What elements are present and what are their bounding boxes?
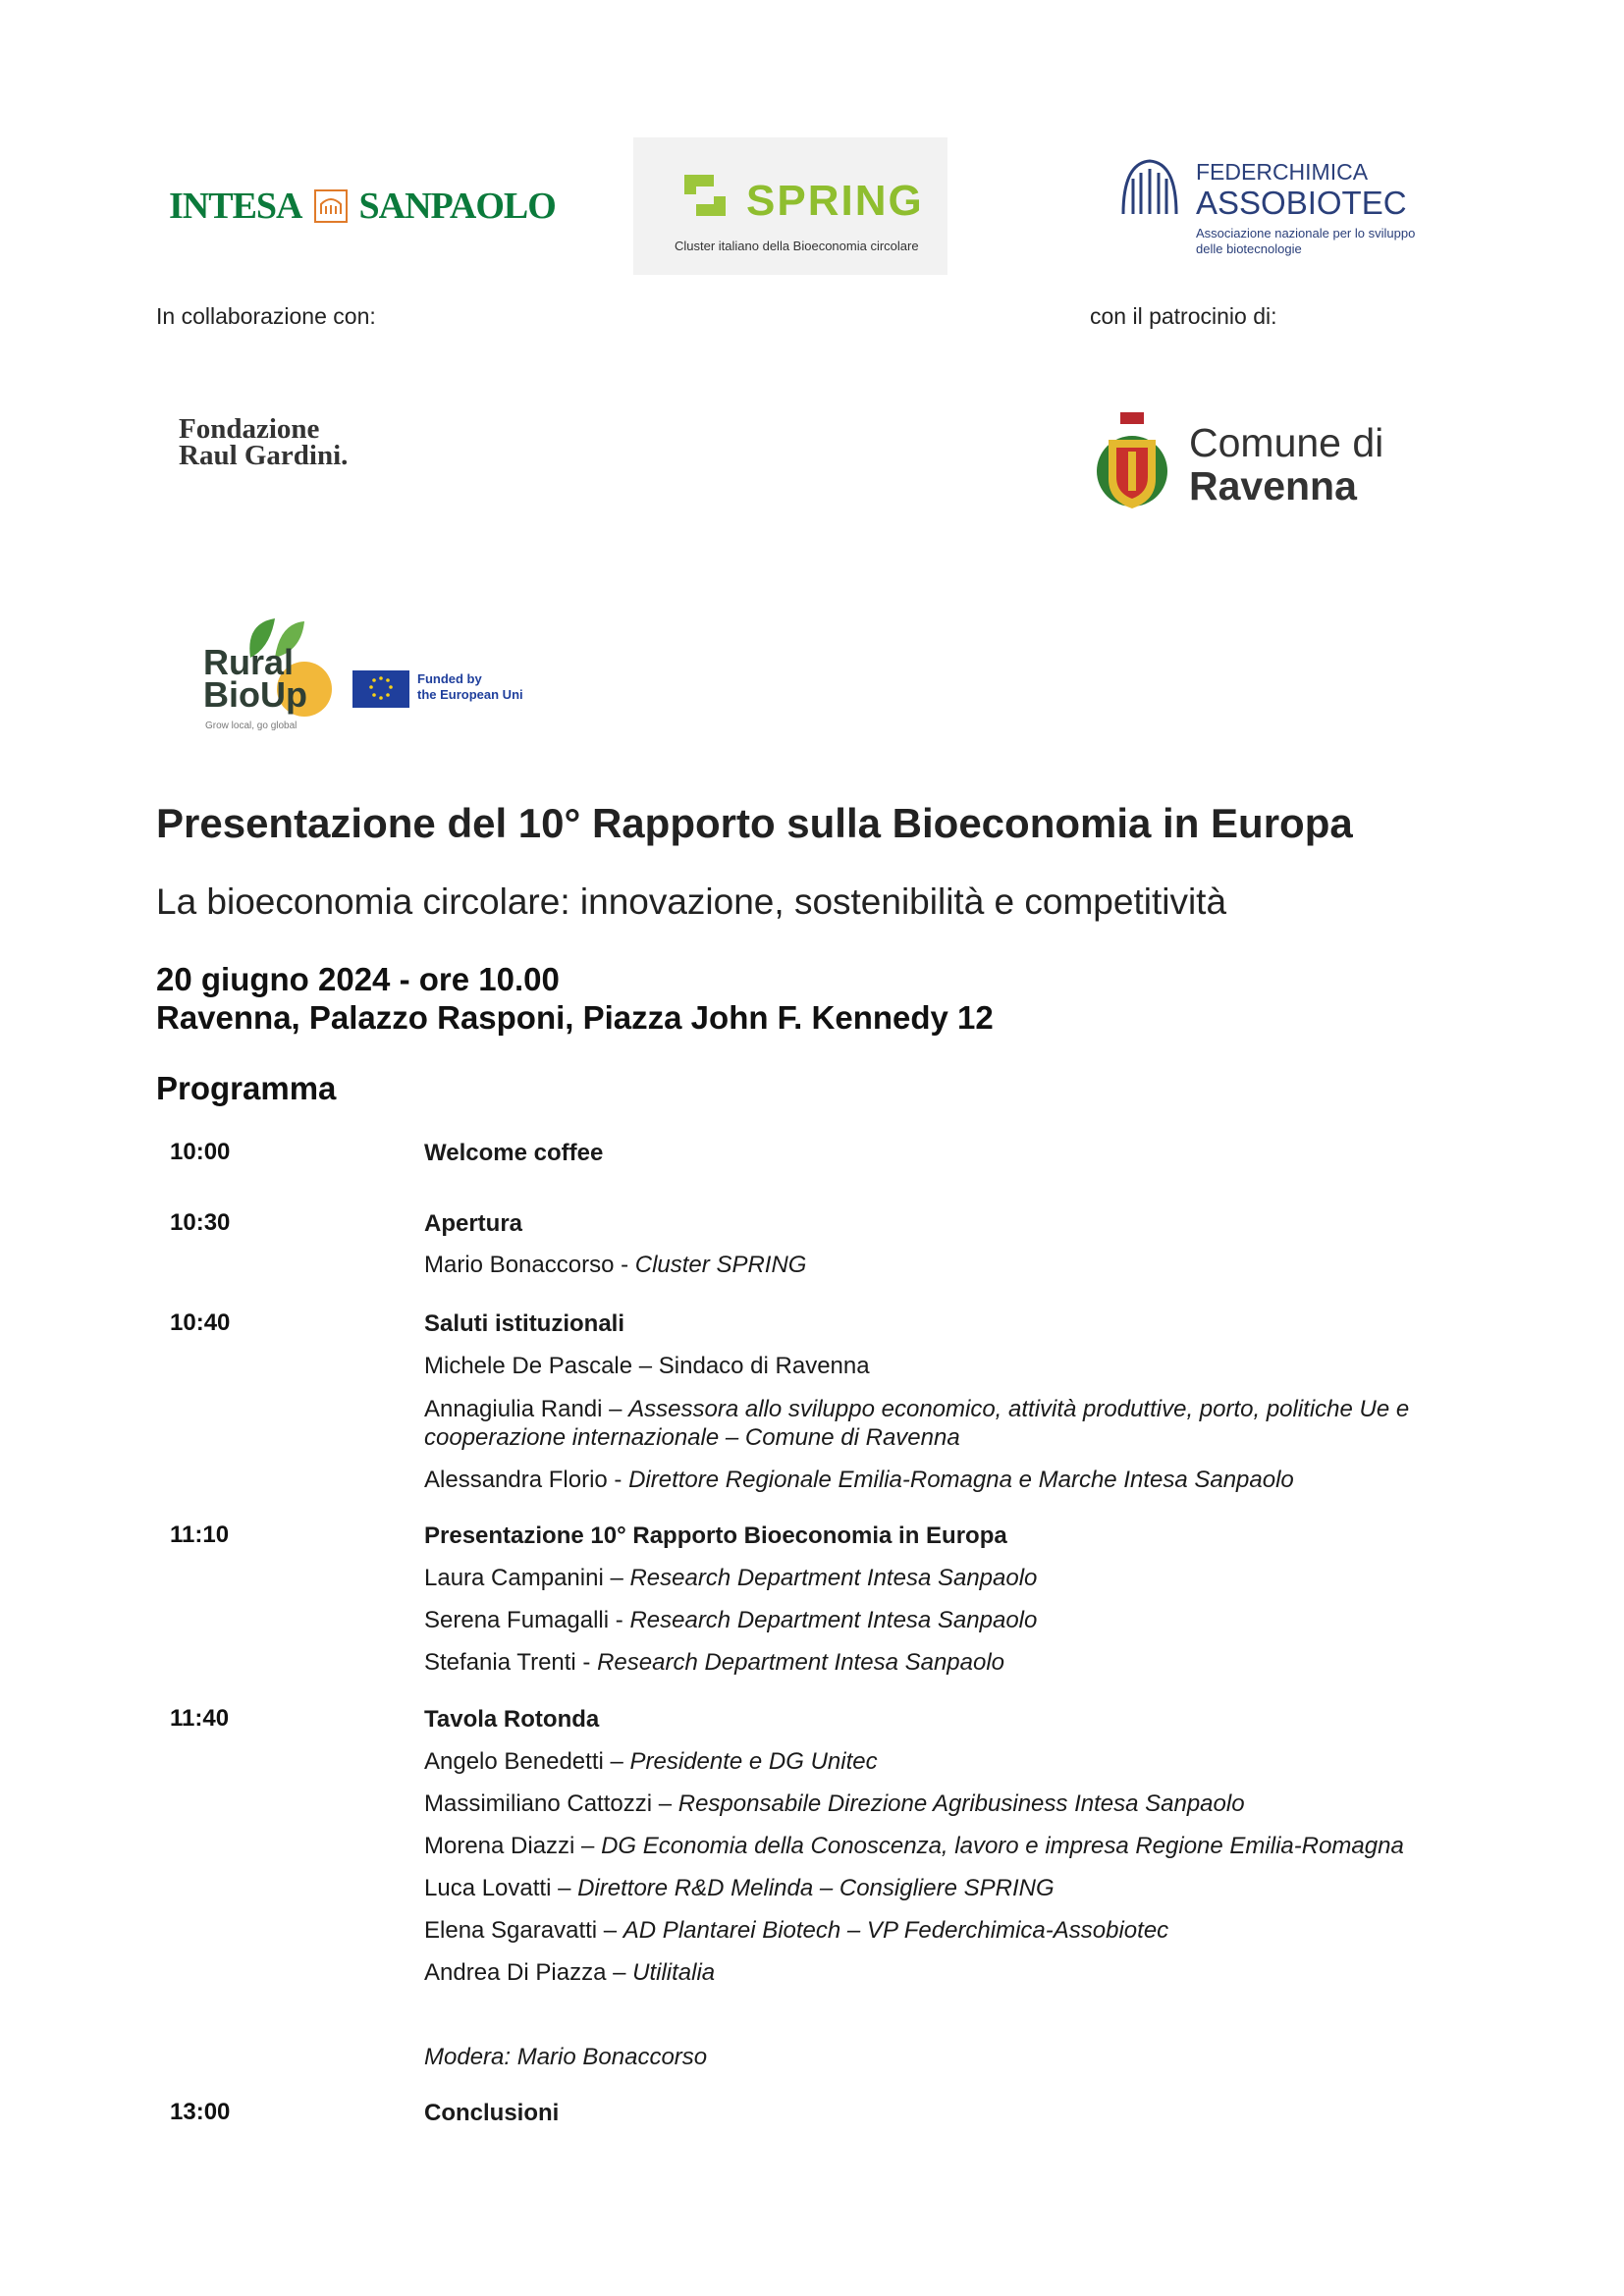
ravenna-line-2: Ravenna — [1189, 463, 1357, 508]
speaker-name: Stefania Trenti - — [424, 1649, 598, 1676]
speaker-line — [424, 1832, 1494, 1860]
speaker-line — [424, 1606, 1494, 1634]
speaker-role: Research Department Intesa Sanpaolo — [629, 1565, 1038, 1591]
speaker-role: Cluster SPRING — [634, 1252, 807, 1278]
patronage-label: con il patrocinio di: — [1090, 303, 1277, 329]
speaker-name: Annagiulia Randi – — [424, 1396, 629, 1422]
speaker-line — [424, 1466, 1494, 1494]
session-title: Tavola Rotonda — [424, 1706, 600, 1733]
session-title: Saluti istituzionali — [424, 1310, 625, 1337]
speaker-name: Elena Sgaravatti – — [424, 1917, 623, 1944]
speaker-name: Laura Campanini – — [424, 1565, 630, 1591]
assobiotec-text: ASSOBIOTEC — [1196, 185, 1407, 221]
federchimica-text: FEDERCHIMICA — [1196, 159, 1369, 185]
session-title: Welcome coffee — [424, 1140, 604, 1166]
speaker-line — [424, 1648, 1494, 1677]
session-title: Presentazione 10° Rapporto Bioeconomia in Europa — [424, 1522, 1007, 1549]
speaker-name: Andrea Di Piazza – — [424, 1959, 633, 1986]
speaker-line — [424, 1395, 1485, 1452]
eu-funded-text — [417, 671, 523, 703]
fondazione-raul-gardini-logo — [179, 413, 349, 471]
speaker-role: AD Plantarei Biotech – VP Federchimica-Assobiotec — [623, 1917, 1169, 1944]
speaker-line — [424, 1789, 1494, 1818]
speaker-role: Direttore R&D Melinda – Consigliere SPRING — [577, 1875, 1055, 1901]
intesa-logo-text-right: SANPAOLO — [358, 186, 556, 227]
session-title: Apertura — [424, 1210, 523, 1237]
speaker-line: Michele De Pascale – Sindaco di Ravenna — [424, 1353, 870, 1379]
speaker-role: Direttore Regionale Emilia-Romagna e Marche Intesa Sanpaolo — [628, 1467, 1294, 1493]
event-location: Ravenna, Palazzo Rasponi, Piazza John F. Kennedy 12 — [156, 999, 994, 1036]
speaker-role: Utilitalia — [632, 1959, 716, 1986]
speaker-role: Research Department Intesa Sanpaolo — [597, 1649, 1005, 1676]
gardini-line-2: Raul Gardini. — [179, 440, 349, 471]
rural-bioup-logo — [201, 614, 523, 731]
speaker-name: Alessandra Florio - — [424, 1467, 629, 1493]
program-heading: Programma — [156, 1070, 337, 1106]
speaker-name: Massimiliano Cattozzi – — [424, 1790, 678, 1817]
speaker-name: Luca Lovatti – — [424, 1875, 578, 1901]
page-title: Presentazione del 10° Rapporto sulla Bioeconomia in Europa — [156, 800, 1353, 846]
speaker-line — [424, 1874, 1494, 1902]
speaker-line — [424, 1958, 1494, 1987]
moderator-line — [424, 2043, 1494, 2071]
speaker-role: Responsabile Direzione Agribusiness Intesa Sanpaolo — [677, 1790, 1245, 1817]
speaker-line — [424, 1916, 1494, 1945]
intesa-sanpaolo-logo — [169, 185, 556, 228]
spring-logo-name: SPRING — [746, 177, 924, 225]
rural-tagline: Grow local, go global — [205, 721, 298, 731]
collaboration-label: In collaborazione con: — [156, 303, 376, 329]
speaker-line — [424, 1251, 1494, 1279]
rural-line-1: Rural — [203, 642, 295, 682]
intesa-arch-icon — [314, 189, 348, 223]
eu-line-2: the European Uni — [417, 687, 523, 702]
speaker-line — [424, 1747, 1494, 1776]
assobiotec-tagline-2: delle biotecnologie — [1196, 241, 1302, 256]
comune-di-ravenna-logo — [1093, 410, 1383, 518]
event-date: 20 giugno 2024 - ore 10.00 — [156, 961, 560, 997]
session-time: 11:10 — [170, 1522, 230, 1548]
ravenna-line-1: Comune di — [1189, 420, 1384, 465]
speaker-role: Presidente e DG Unitec — [629, 1748, 878, 1775]
event-details — [156, 960, 994, 1037]
gardini-line-1: Fondazione — [179, 413, 320, 445]
assobiotec-tagline-1: Associazione nazionale per lo sviluppo — [1196, 226, 1416, 240]
spring-logo-tagline: Cluster italiano della Bioeconomia circolare — [675, 239, 919, 253]
session-time: 10:30 — [170, 1209, 231, 1236]
speaker-line — [424, 1564, 1494, 1592]
federchimica-emblem-icon — [1119, 157, 1180, 218]
speaker-role: Research Department Intesa Sanpaolo — [629, 1607, 1038, 1633]
session-title: Conclusioni — [424, 2100, 560, 2126]
speaker-name: Angelo Benedetti – — [424, 1748, 630, 1775]
session-time: 13:00 — [170, 2099, 231, 2125]
session-time: 10:00 — [170, 1139, 231, 1165]
speaker-name: Mario Bonaccorso - — [424, 1252, 635, 1278]
speaker-name: Serena Fumagalli - — [424, 1607, 630, 1633]
session-time: 10:40 — [170, 1309, 231, 1336]
spring-mark-icon — [675, 165, 735, 226]
moderator-text: Modera: Mario Bonaccorso — [424, 2044, 708, 2070]
page-subtitle: La bioeconomia circolare: innovazione, sostenibilità e competitività — [156, 881, 1227, 922]
spring-logo — [633, 137, 947, 275]
speaker-name: Morena Diazzi – — [424, 1833, 602, 1859]
speaker-role: Assessora allo sviluppo economico, attività produttive, porto, politiche Ue e cooperazione internazionale – Comune di Ravenna — [424, 1396, 1410, 1451]
session-time: 11:40 — [170, 1705, 230, 1732]
speaker-role: DG Economia della Conoscenza, lavoro e impresa Regione Emilia-Romagna — [601, 1833, 1404, 1859]
eu-flag-icon — [352, 670, 409, 708]
intesa-logo-text-left: INTESA — [169, 186, 302, 227]
ravenna-coat-of-arms-icon — [1093, 410, 1171, 518]
rural-line-2: BioUp — [203, 674, 307, 715]
eu-line-1: Funded by — [417, 671, 482, 686]
